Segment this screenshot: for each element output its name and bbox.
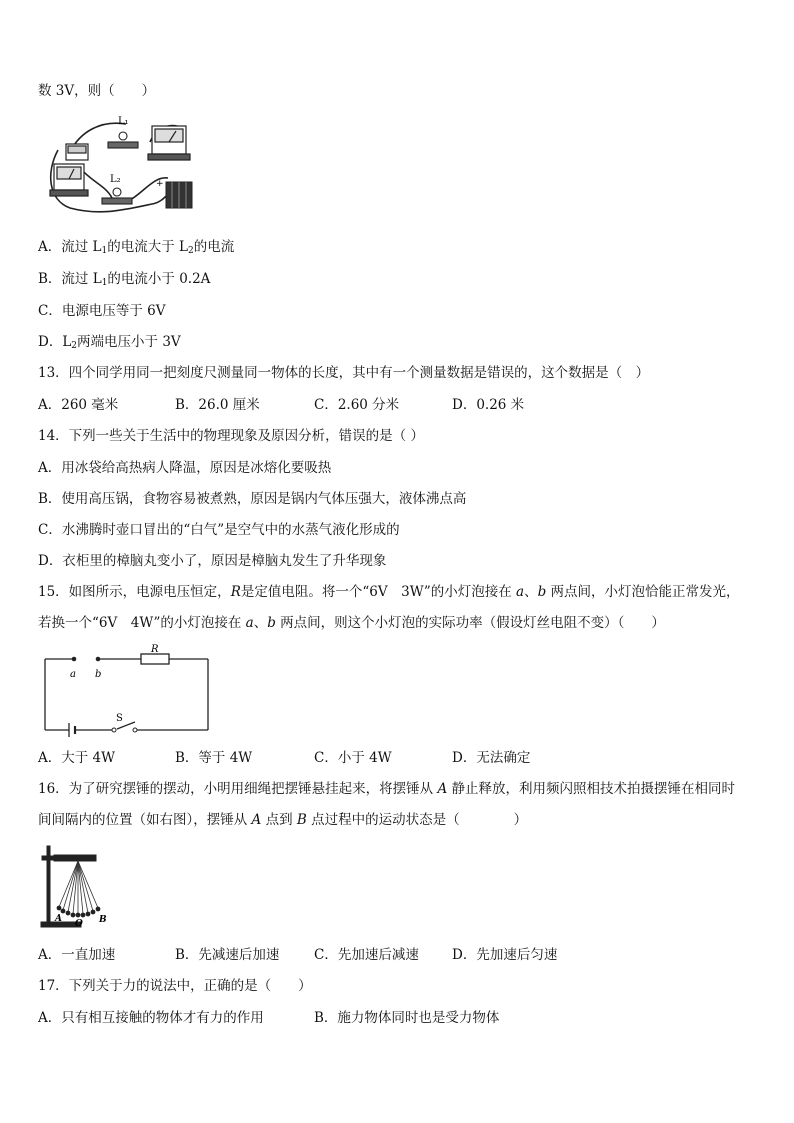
- q12-option-a[interactable]: A．流过 $L_1$的电流大于 $L_2$的电流: [38, 239, 235, 256]
- label-B: B: [99, 915, 107, 925]
- q13-option-b[interactable]: B．26.0 厘米: [175, 397, 260, 413]
- label-r: R: [151, 644, 159, 655]
- q14-option-d[interactable]: D．衣柜里的樟脑丸变小了，原因是樟脑丸发生了升华现象: [38, 553, 387, 569]
- q15-option-b[interactable]: B．等于 4W: [175, 750, 253, 766]
- q15-option-d[interactable]: D．无法确定: [452, 750, 531, 766]
- lamp-l1: [108, 132, 138, 148]
- q17-option-a[interactable]: A．只有相互接触的物体才有力的作用: [38, 1010, 264, 1026]
- q16-stem-line2: 间间隔内的位置（如右图），摆锤从 A 点到 B 点过程中的运动状态是（ ）: [38, 812, 528, 828]
- svg-text:+: +: [156, 179, 164, 189]
- q12-option-b[interactable]: B．流过 $L_1$的电流小于 0.2A: [38, 271, 211, 288]
- q14-option-b[interactable]: B．使用高压锅，食物容易被煮熟，原因是锅内气体压强大，液体沸点高: [38, 491, 467, 507]
- right-meter: [148, 126, 190, 160]
- q16-option-d[interactable]: D．先加速后匀速: [452, 947, 558, 963]
- q12-option-c[interactable]: C．电源电压等于 6V: [38, 303, 166, 319]
- label-s: S: [116, 713, 123, 724]
- q16-option-b[interactable]: B．先减速后加速: [175, 947, 280, 963]
- question-12-stem-tail: 数 3V，则（ ）: [38, 83, 156, 99]
- q12-option-d[interactable]: D．$L_2$两端电压小于 3V: [38, 334, 181, 351]
- label-A: A: [55, 914, 62, 924]
- q14-option-c[interactable]: C．水沸腾时壶口冒出的“白气”是空气中的水蒸气液化形成的: [38, 522, 400, 538]
- q16-option-c[interactable]: C．先加速后减速: [314, 947, 419, 963]
- left-meter: [50, 164, 88, 196]
- q13-option-a[interactable]: A．260 毫米: [38, 397, 119, 413]
- q12-circuit-figure: [40, 112, 210, 218]
- q15-circuit-figure: [40, 642, 215, 738]
- label-b: b: [95, 669, 102, 680]
- q14-option-a[interactable]: A．用冰袋给高热病人降温，原因是冰熔化要吸热: [38, 460, 332, 476]
- label-l1: L₁: [118, 116, 129, 127]
- q13-option-c[interactable]: C．2.60 分米: [314, 397, 400, 413]
- q15-option-a[interactable]: A．大于 4W: [38, 750, 116, 766]
- label-a: a: [70, 669, 76, 680]
- q17-stem: 17．下列关于力的说法中，正确的是（ ）: [38, 978, 312, 994]
- q14-stem: 14．下列一些关于生活中的物理现象及原因分析，错误的是（ ）: [38, 428, 424, 444]
- q16-pendulum-figure: [38, 842, 120, 930]
- q15-option-c[interactable]: C．小于 4W: [314, 750, 392, 766]
- label-O: O: [75, 919, 83, 929]
- battery-pack: [166, 182, 192, 208]
- q16-option-a[interactable]: A．一直加速: [38, 947, 116, 963]
- q13-stem: 13．四个同学用同一把刻度尺测量同一物体的长度，其中有一个测量数据是错误的，这个数据是（ ）: [38, 365, 650, 381]
- q13-option-d[interactable]: D．0.26 米: [452, 397, 525, 413]
- q15-stem-line2: 若换一个“6V 4W”的小灯泡接在 a、b 两点间，则这个小灯泡的实际功率（假设灯丝电阻不变）（ ）: [38, 615, 665, 631]
- q16-stem-line1: 16．为了研究摆锤的摆动，小明用细绳把摆锤悬挂起来，将摆锤从 A 静止释放，利用频闪照相技术拍摄摆锤在相同时: [38, 781, 736, 797]
- q15-stem-line1: 15．如图所示，电源电压恒定，R是定值电阻。将一个“6V 3W”的小灯泡接在 a、b 两点间，小灯泡恰能正常发光，: [38, 584, 740, 600]
- label-l2: L₂: [110, 174, 121, 185]
- q17-option-b[interactable]: B．施力物体同时也是受力物体: [314, 1010, 500, 1026]
- upper-left-meter: [66, 144, 88, 160]
